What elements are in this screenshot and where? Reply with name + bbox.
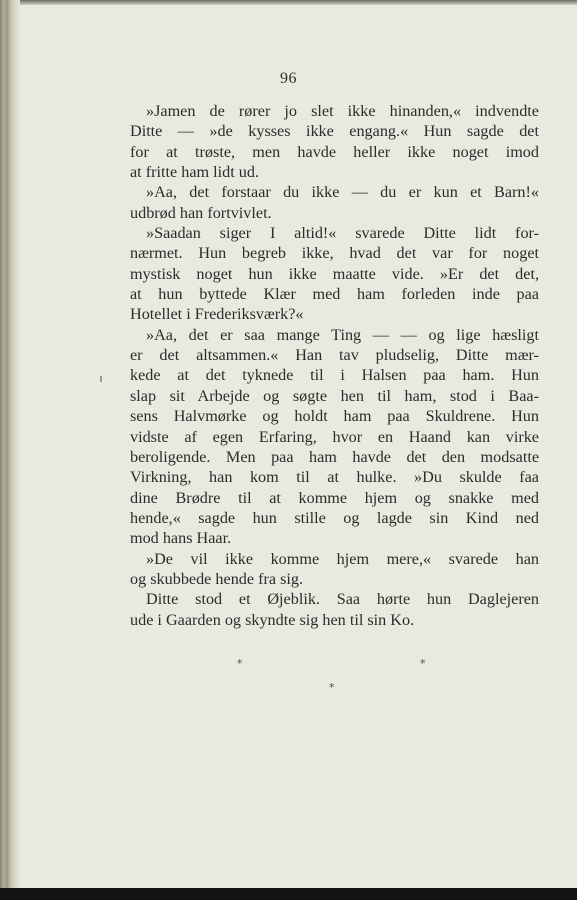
- page-top-edge: [0, 0, 577, 5]
- text-line: »De vil ikke komme hjem mere,« svarede han: [146, 549, 539, 568]
- page-number: 96: [280, 70, 297, 87]
- section-break-asterisk-right: *: [420, 657, 426, 670]
- scan-bottom-edge: [0, 888, 577, 900]
- text-line: »Aa, det forstaar du ikke — du er kun et Barn!«: [146, 183, 539, 202]
- text-line: mod hans Haar.: [130, 529, 232, 548]
- text-line: for at trøste, men havde heller ikke noget imod: [130, 142, 539, 161]
- body-text: [130, 101, 539, 630]
- text-line: kede at det tyknede til i Halsen paa ham. Hun: [130, 366, 539, 385]
- text-line: at hun byttede Klær med ham forleden inde paa: [130, 285, 539, 304]
- page-binding-shadow: [0, 0, 20, 888]
- text-line: beroligende. Men paa ham havde det den modsatte: [130, 447, 539, 466]
- text-line: Hotellet i Frederiksværk?«: [130, 305, 304, 324]
- text-line: vidste af egen Erfaring, hvor en Haand kan virke: [130, 427, 539, 446]
- text-line: Virkning, han kom til at hulke. »Du skulde faa: [130, 468, 539, 487]
- text-line: dine Brødre til at komme hjem og snakke med: [130, 488, 539, 507]
- text-line: Ditte stod et Øjeblik. Saa hørte hun Daglejeren: [146, 590, 539, 609]
- text-line: sens Halvmørke og holdt ham paa Skuldrene. Hun: [130, 407, 539, 426]
- margin-mark: [100, 376, 102, 382]
- section-break-asterisk-left: *: [237, 657, 243, 670]
- text-line: og skubbede hende fra sig.: [130, 569, 304, 588]
- text-line: er det altsammen.« Han tav pludselig, Ditte mær-: [130, 346, 539, 365]
- text-line: at fritte ham lidt ud.: [130, 163, 260, 182]
- text-line: mystisk noget hun ikke maatte vide. »Er det det,: [130, 264, 539, 283]
- section-break-asterisk-center: *: [329, 681, 335, 694]
- text-line: »Aa, det er saa mange Ting — — og lige hæsligt: [146, 325, 539, 344]
- text-line: »Jamen de rører jo slet ikke hinanden,« indvendte: [146, 102, 539, 120]
- text-line: »Saadan siger I altid!« svarede Ditte lidt for-: [146, 224, 539, 243]
- text-line: ude i Gaarden og skyndte sig hen til sin Ko.: [130, 610, 415, 629]
- text-line: udbrød han fortvivlet.: [130, 203, 272, 222]
- text-line: Ditte — »de kysses ikke engang.« Hun sagde det: [130, 122, 539, 141]
- text-line: nærmet. Hun begreb ikke, hvad det var for noget: [130, 244, 539, 263]
- text-line: hende,« sagde hun stille og lagde sin Kind ned: [130, 508, 539, 527]
- text-line: slap sit Arbejde og søgte hen til ham, stod i Baa-: [130, 386, 539, 405]
